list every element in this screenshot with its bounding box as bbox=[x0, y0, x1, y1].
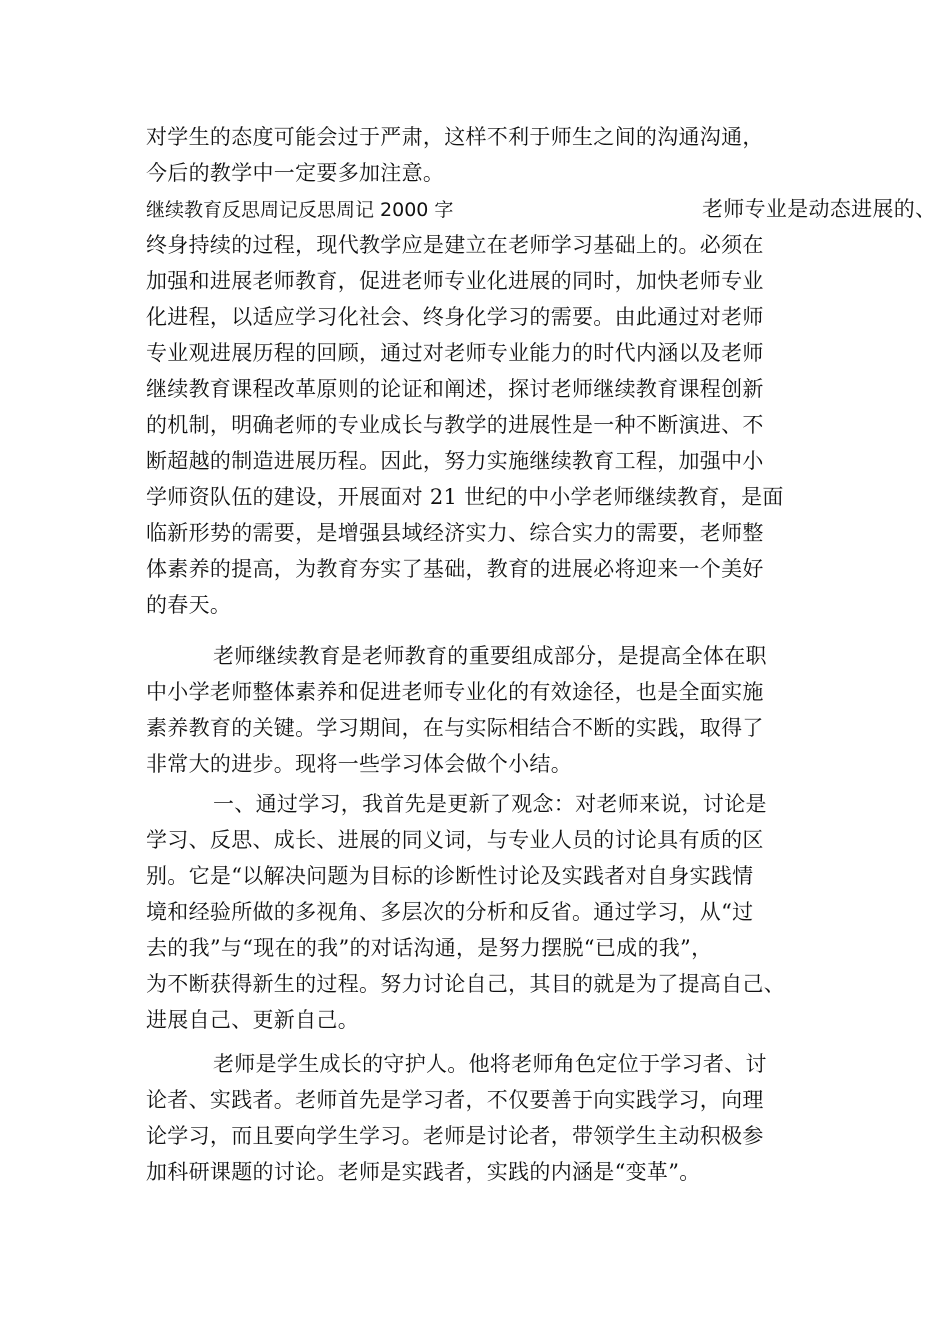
text-line: 体素养的提高，为教育夯实了基础，教育的进展必将迎来一个美好 bbox=[146, 557, 764, 581]
text-line: 中小学老师整体素养和促进老师专业化的有效途径，也是全面实施 bbox=[146, 680, 764, 704]
text-line: 加科研课题的讨论。老师是实践者，实践的内涵是“变革”。 bbox=[146, 1160, 701, 1184]
text-line: 加强和进展老师教育，促进老师专业化进展的同时，加快老师专业 bbox=[146, 269, 764, 293]
text-line: 论者、实践者。老师首先是学习者，不仅要善于向实践学习，向理 bbox=[146, 1088, 764, 1112]
text-line: 别。它是“以解决问题为目标的诊断性讨论及实践者对自身实践情 bbox=[146, 864, 754, 888]
text-line: 临新形势的需要，是增强县域经济实力、综合实力的需要，老师整 bbox=[146, 521, 764, 545]
text-line: 学师资队伍的建设，开展面对 21 世纪的中小学老师继续教育，是面 bbox=[146, 485, 784, 509]
text-line: 老师专业是动态进展的、 bbox=[702, 197, 937, 221]
text-line: 专业观进展历程的回顾，通过对老师专业能力的时代内涵以及老师 bbox=[146, 341, 764, 365]
paragraph-first-line: 一、通过学习，我首先是更新了观念：对老师来说，讨论是 bbox=[213, 792, 767, 816]
text-line: 学习、反思、成长、进展的同义词，与专业人员的讨论具有质的区 bbox=[146, 828, 764, 852]
text-line: 继续教育课程改革原则的论证和阐述，探讨老师继续教育课程创新 bbox=[146, 377, 764, 401]
text-line: 非常大的进步。现将一些学习体会做个小结。 bbox=[146, 752, 572, 776]
text-line: 进展自己、更新自己。 bbox=[146, 1008, 359, 1032]
heading-line bbox=[146, 191, 937, 227]
paragraph-first-line: 老师是学生成长的守护人。他将老师角色定位于学习者、讨 bbox=[213, 1052, 767, 1076]
text-line: 境和经验所做的多视角、多层次的分析和反省。通过学习，从“过 bbox=[146, 900, 754, 924]
text-line: 素养教育的关键。学习期间，在与实际相结合不断的实践，取得了 bbox=[146, 716, 764, 740]
text-line: 的机制，明确老师的专业成长与教学的进展性是一种不断演进、不 bbox=[146, 413, 764, 437]
paragraph-first-line: 老师继续教育是老师教育的重要组成部分，是提高全体在职 bbox=[213, 644, 767, 668]
text-line: 化进程，以适应学习化社会、终身化学习的需要。由此通过对老师 bbox=[146, 305, 764, 329]
text-line: 的春天。 bbox=[146, 593, 232, 617]
text-line: 今后的教学中一定要多加注意。 bbox=[146, 161, 445, 185]
section-heading: 继续教育反思周记反思周记 2000 字 bbox=[146, 199, 454, 221]
text-line: 对学生的态度可能会过于严肃，这样不利于师生之间的沟通沟通， bbox=[146, 125, 764, 149]
text-line: 去的我”与“现在的我”的对话沟通，是努力摆脱“已成的我”， bbox=[146, 936, 713, 960]
text-line: 为不断获得新生的过程。努力讨论自己，其目的就是为了提高自己、 bbox=[146, 972, 785, 996]
text-line: 断超越的制造进展历程。因此，努力实施继续教育工程，加强中小 bbox=[146, 449, 764, 473]
text-line: 论学习，而且要向学生学习。老师是讨论者，带领学生主动积极参 bbox=[146, 1124, 764, 1148]
text-line: 终身持续的过程，现代教学应是建立在老师学习基础上的。必须在 bbox=[146, 233, 764, 257]
